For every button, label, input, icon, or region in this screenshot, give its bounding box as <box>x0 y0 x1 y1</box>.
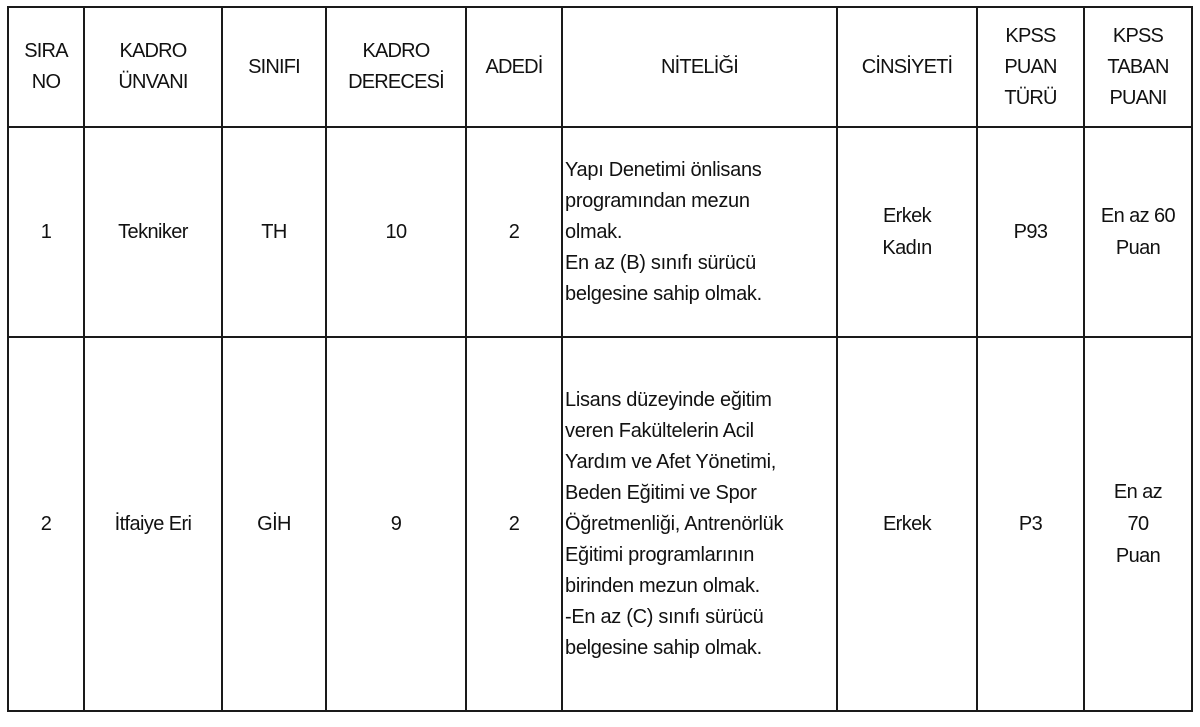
header-niteligi: NİTELİĞİ <box>562 7 837 127</box>
header-sira-no: SIRA NO <box>8 7 84 127</box>
header-kadro-unvani: KADRO ÜNVANI <box>84 7 222 127</box>
table-row <box>8 127 1192 337</box>
table-row <box>8 337 1192 711</box>
cell-kadro-unvani: İtfaiye Eri <box>84 337 222 711</box>
cell-kpss-puan-turu: P93 <box>977 127 1084 337</box>
cell-sira-no: 2 <box>8 337 84 711</box>
cell-niteligi: Lisans düzeyinde eğitim veren Fakültelerin Acil Yardım ve Afet Yönetimi, Beden Eğitimi ve Spor Öğretmenliği, Antrenörlük Eğitimi programlarının birinden mezun olmak. -En az (C) sınıfı sürücü belgesine sahip olmak. <box>562 337 837 711</box>
cell-kadro-unvani: Tekniker <box>84 127 222 337</box>
cell-kpss-puan-turu: P3 <box>977 337 1084 711</box>
cell-sira-no: 1 <box>8 127 84 337</box>
header-kpss-puan-turu: KPSS PUAN TÜRÜ <box>977 7 1084 127</box>
header-row <box>8 7 1192 127</box>
cell-kadro-derecesi: 10 <box>326 127 466 337</box>
header-kadro-derecesi: KADRO DERECESİ <box>326 7 466 127</box>
document <box>7 6 1193 712</box>
cell-cinsiyeti: Erkek <box>837 337 977 711</box>
cell-kadro-derecesi: 9 <box>326 337 466 711</box>
header-kpss-taban-puani: KPSS TABAN PUANI <box>1084 7 1192 127</box>
kadro-table <box>7 6 1193 712</box>
header-adedi: ADEDİ <box>466 7 562 127</box>
header-sinifi: SINIFI <box>222 7 326 127</box>
cell-sinifi: TH <box>222 127 326 337</box>
cell-adedi: 2 <box>466 127 562 337</box>
cell-niteligi: Yapı Denetimi önlisans programından mezun olmak. En az (B) sınıfı sürücü belgesine sahip olmak. <box>562 127 837 337</box>
header-cinsiyeti: CİNSİYETİ <box>837 7 977 127</box>
cell-sinifi: GİH <box>222 337 326 711</box>
cell-kpss-taban-puani: En az 60 Puan <box>1084 127 1192 337</box>
cell-adedi: 2 <box>466 337 562 711</box>
cell-kpss-taban-puani: En az 70 Puan <box>1084 337 1192 711</box>
cell-cinsiyeti: Erkek Kadın <box>837 127 977 337</box>
